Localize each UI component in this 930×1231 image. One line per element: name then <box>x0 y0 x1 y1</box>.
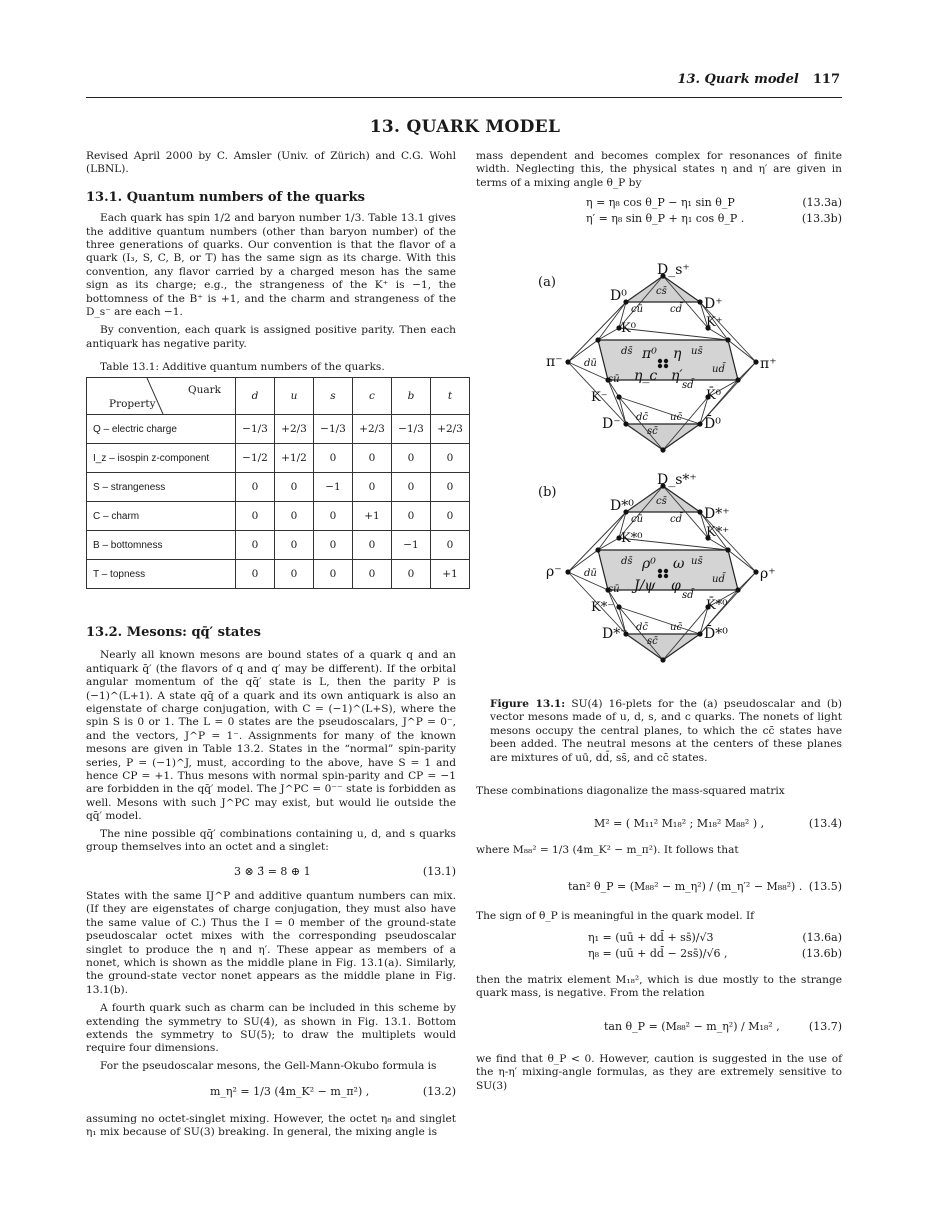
cell-bottomness-c: 0 <box>353 531 392 560</box>
cell-topness-t: +1 <box>431 560 470 589</box>
fig_a-quark-du: dū <box>584 358 597 369</box>
fig_a-center-label-3: η_c <box>634 368 658 384</box>
equation-13-6b-number: (13.6b) <box>801 946 842 960</box>
cell-strangeness-u: 0 <box>275 473 314 502</box>
cell-bottomness-s: 0 <box>314 531 353 560</box>
table-row-topness <box>87 560 470 589</box>
fig_b-label-mid-upper-right: K*⁺ <box>706 525 730 540</box>
fig_b-label-top: D_s*⁺ <box>657 472 697 488</box>
quark-header-b: b <box>392 378 431 415</box>
equation-13-2-body: m_η² = 1/3 (4m_K² − m_π²) , <box>210 1085 370 1099</box>
fig_b-node <box>697 631 702 636</box>
fig_a-quark-su: sū <box>608 374 620 385</box>
section-13-2-paragraph-1: Nearly all known mesons are bound states of a quark q and an antiquark q̄′ (the flavors of q and q′ may be different). If the orbital angular momentum of the qq̄′ state is L, then the parity P is (−1)^(L+1). A state qq̄ of a quark and its own antiquark is also an eigenstate of charge conjugation, with C = (−1)^(L+S), where the spin S is 0 or 1. The L = 0 states are the pseudoscalars, J^P = 0⁻, and the vectors, J^P = 1⁻. Assignments for many of the known mesons are given in Table 13.2. States in the “normal” spin-parity series, P = (−1)^J, must, according to the above, have S = 1 and hence CP = +1. Thus mesons with normal spin-parity and CP = −1 are forbidden in the qq̄′ model. The J^PC = 0⁻⁻ state is forbidden as well. Mesons with such J^PC may exist, but would lie outside the qq̄′ model. <box>86 649 456 823</box>
cell-charge-u: +2/3 <box>275 415 314 444</box>
fig_b-node <box>565 569 570 574</box>
table-row-bottomness <box>87 531 470 560</box>
fig_b-quark-du: dū <box>584 568 597 579</box>
section-13-1-paragraph-1: Each quark has spin 1/2 and baryon number 1/3. Table 13.1 gives the additive quantum numbers (other than baryon number) of the three generations of quarks. Our convention is that the flavor of a quark (I₃, S, C, B, or T) has the same sign as its charge. With this convention, any flavor carried by a charged meson has the same sign as its charge; e.g., the strangeness of the K⁺ is −1, the bottomness of the B⁺ is +1, and the charm and strangeness of the D_s⁻ are each −1. <box>86 212 456 319</box>
equation-13-3a-body: η = η₈ cos θ_P − η₁ sin θ_P <box>586 196 735 210</box>
equation-13-7 <box>476 1013 842 1041</box>
quark-header-s: s <box>314 378 353 415</box>
equation-13-6a-number: (13.6a) <box>802 931 842 945</box>
fig_b-node <box>660 657 665 662</box>
fig_a-node <box>725 337 730 342</box>
fig_a-quark-ds: ds̄ <box>621 346 633 357</box>
quark-header-c: c <box>353 378 392 415</box>
fig_b-node <box>735 587 740 592</box>
fig_b-quark-cs: cs̄ <box>656 496 667 507</box>
cell-charge-d: −1/3 <box>236 415 275 444</box>
equation-13-6b-body: η₈ = (uū + dd̄ − 2ss̄)/√6 , <box>588 946 728 960</box>
row-label: I_z – isospin z-component <box>87 444 236 473</box>
cell-isospin-c: 0 <box>353 444 392 473</box>
cell-isospin-t: 0 <box>431 444 470 473</box>
fig_a-edge <box>738 362 756 380</box>
fig_b-label-lower-right: D̄*⁰ <box>704 626 728 642</box>
cell-topness-b: 0 <box>392 560 431 589</box>
equation-13-2 <box>86 1085 456 1098</box>
left-column <box>86 150 456 375</box>
fig_a-lower-triangle <box>626 424 700 450</box>
equation-13-1-body: 3 ⊗ 3̄ = 8 ⊕ 1 <box>234 864 311 878</box>
fig_b-quark-sd: sd̄ <box>682 590 694 601</box>
cell-charm-b: 0 <box>392 502 431 531</box>
row-label: Q – electric charge <box>87 415 236 444</box>
fig_b-center-label-2: ω <box>673 556 685 572</box>
fig_b-quark-sc: sc̄ <box>647 636 658 647</box>
fig_a-quark-uc: uc̄ <box>670 412 683 423</box>
fig_a-node <box>595 337 600 342</box>
equation-13-3b <box>476 212 842 225</box>
chapter-title: 13. QUARK MODEL <box>369 117 561 137</box>
cell-strangeness-s: −1 <box>314 473 353 502</box>
cell-charm-c: +1 <box>353 502 392 531</box>
fig_b-lower-triangle <box>626 634 700 660</box>
table-row-strangeness <box>87 473 470 502</box>
fig_b-quark-su: sū <box>608 584 620 595</box>
section-13-2-paragraph-3: States with the same IJ^P and additive quantum numbers can mix. (If they are eigenstates of charge conjugation, they must also have the same value of C.) Thus the I = 0 member of the ground-state pseudoscalar octet mixes with the corresponding pseudoscalar singlet to produce the η and η′. These appear as members of a nonet, which is shown as the middle plane in Fig. 13.1(a). Similarly, the ground-state vector nonet appears as the middle plane in Fig. 13.1(b). <box>86 889 456 996</box>
cell-isospin-d: −1/2 <box>236 444 275 473</box>
fig_b-center-label-4: φ <box>671 578 681 594</box>
fig_a-node <box>660 447 665 452</box>
row-label: S – strangeness <box>87 473 236 502</box>
fig_a-center-label-1: π⁰ <box>642 346 657 362</box>
equation-13-6a <box>476 931 842 944</box>
cell-charm-d: 0 <box>236 502 275 531</box>
fig_b-label-mid-lower-left: K*⁻ <box>591 600 615 615</box>
figure-caption-text: SU(4) 16-plets for the (a) pseudoscalar and (b) vector mesons made of u, d, s, and c quarks. The nonets of light mesons occupy the central planes, to which the cc̄ states have been added. The neutral mesons at the centers of these planes are mixtures of uū, dd̄, ss̄, and cc̄ states. <box>490 698 842 764</box>
fig_b-center-label-3: J/ψ <box>634 578 656 594</box>
fig_a-node <box>697 421 702 426</box>
fig_b-edge <box>598 538 619 550</box>
fig_b-edge <box>619 607 700 634</box>
section-13-2-paragraph-6: assuming no octet-singlet mixing. However, the octet η₈ and singlet η₁ mix because of SU(3) breaking. In general, the mixing angle is <box>86 1112 456 1138</box>
equation-13-4-body: M² = ( M₁₁² M₁₈² ; M₁₈² M₈₈² ) , <box>594 816 765 830</box>
right-paragraph-6: we find that θ_P < 0. However, caution is suggested in the use of the η-η′ mixing-angle formulas, as they are extremely sensitive to SU(3) <box>476 1052 842 1092</box>
fig_b-center-dot <box>664 574 668 578</box>
table-13-1 <box>86 377 470 589</box>
fig_a-label-mid-upper-left: K⁰ <box>621 321 636 336</box>
right-column-bottom <box>476 698 842 1093</box>
cell-strangeness-d: 0 <box>236 473 275 502</box>
fig_b-label-upper-left: D*⁰ <box>610 498 634 514</box>
revision-note: Revised April 2000 by C. Amsler (Univ. of Zürich) and C.G. Wohl (LBNL). <box>86 150 456 176</box>
fig_a-edge <box>598 328 619 340</box>
quark-header-d: d <box>236 378 275 415</box>
cell-charge-s: −1/3 <box>314 415 353 444</box>
right-paragraph-4: The sign of θ_P is meaningful in the quark model. If <box>476 909 755 922</box>
panel-a-label: (a) <box>538 275 556 290</box>
table-row-charm <box>87 502 470 531</box>
fig_b-node <box>616 604 621 609</box>
fig_b-center-dot <box>658 574 662 578</box>
cell-topness-c: 0 <box>353 560 392 589</box>
fig_b-label-left: ρ⁻ <box>546 564 562 580</box>
right-column-top <box>476 150 842 225</box>
right-paragraph-2: These combinations diagonalize the mass-squared matrix <box>476 785 785 798</box>
cell-isospin-u: +1/2 <box>275 444 314 473</box>
equation-13-4-number: (13.4) <box>808 816 842 830</box>
section-13-2-heading: 13.2. Mesons: qq̄′ states <box>86 625 261 640</box>
figure-caption-label: Figure 13.1: <box>490 698 566 710</box>
section-13-2-paragraph-4: A fourth quark such as charm can be included in this scheme by extending the symmetry to SU(4), as shown in Fig. 13.1. Bottom extends the symmetry to SU(5); to draw the multiplets would require four dimensions. <box>86 1002 456 1055</box>
equation-13-6b <box>476 947 842 960</box>
equation-13-1-number: (13.1) <box>422 864 456 878</box>
equation-13-3a-number: (13.3a) <box>802 196 842 210</box>
fig_b-quark-us: us̄ <box>691 556 703 567</box>
fig_b-node <box>753 569 758 574</box>
fig_a-quark-sd: sd̄ <box>682 380 694 391</box>
equation-13-3a <box>476 196 842 209</box>
equation-13-3b-number: (13.3b) <box>801 211 842 225</box>
fig_b-node <box>595 547 600 552</box>
equation-13-2-number: (13.2) <box>422 1085 456 1099</box>
fig_b-node <box>697 509 702 514</box>
cell-isospin-s: 0 <box>314 444 353 473</box>
quark-table <box>86 377 470 589</box>
cell-charge-t: +2/3 <box>431 415 470 444</box>
fig_b-edge <box>738 572 756 590</box>
table-header-row <box>87 378 470 415</box>
fig_a-quark-cu: cū <box>631 304 644 315</box>
fig_a-quark-cd: cd̄ <box>670 304 683 315</box>
fig_b-label-upper-right: D*⁺ <box>704 506 730 522</box>
fig_b-quark-uc: uc̄ <box>670 622 683 633</box>
fig_b-center-dot <box>658 569 662 573</box>
fig_a-label-right: π⁺ <box>760 356 777 372</box>
fig_a-label-left: π⁻ <box>546 354 563 370</box>
fig_a-center-dot <box>658 364 662 368</box>
fig_a-label-lower-left: D⁻ <box>602 416 621 432</box>
fig_b-node <box>725 547 730 552</box>
fig_a-center-dot <box>658 359 662 363</box>
fig_a-label-lower-right: D̄⁰ <box>704 416 721 432</box>
equation-13-5-number: (13.5) <box>808 880 842 894</box>
fig_a-center-label-2: η <box>673 346 682 362</box>
fig_b-quark-cu: cū <box>631 514 644 525</box>
right-paragraph-5: then the matrix element M₁₈², which is due mostly to the strange quark mass, is negative. From the relation <box>476 974 842 1000</box>
fig_b-label-right: ρ⁺ <box>760 566 776 582</box>
fig_a-node <box>616 394 621 399</box>
fig_a-quark-us: us̄ <box>691 346 703 357</box>
fig_a-node <box>623 421 628 426</box>
cell-charm-t: 0 <box>431 502 470 531</box>
right-paragraph-3: where M₈₈² = 1/3 (4m_K² − m_π²). It follows that <box>476 844 739 857</box>
fig_b-center-dot <box>664 569 668 573</box>
section-13-2-paragraph-5: For the pseudoscalar mesons, the Gell-Mann-Okubo formula is <box>100 1059 437 1072</box>
fig_a-node <box>753 359 758 364</box>
equation-13-7-number: (13.7) <box>808 1020 842 1034</box>
cell-charge-b: −1/3 <box>392 415 431 444</box>
cell-bottomness-d: 0 <box>236 531 275 560</box>
fig_a-edge <box>619 397 700 424</box>
row-label: T – topness <box>87 560 236 589</box>
cell-bottomness-t: 0 <box>431 531 470 560</box>
row-label: C – charm <box>87 502 236 531</box>
section-13-2-paragraph-2: The nine possible qq̄′ combinations containing u, d, and s quarks group themselves into an octet and a singlet: <box>86 827 456 854</box>
cell-charm-u: 0 <box>275 502 314 531</box>
fig_b-quark-ds: ds̄ <box>621 556 633 567</box>
fig_a-label-top: D_s⁺ <box>657 262 690 278</box>
fig_a-label-mid-upper-right: K⁺ <box>706 315 723 330</box>
table-row-isospin <box>87 444 470 473</box>
cell-isospin-b: 0 <box>392 444 431 473</box>
fig_a-node <box>565 359 570 364</box>
fig_a-quark-sc: sc̄ <box>647 426 658 437</box>
cell-charm-s: 0 <box>314 502 353 531</box>
running-header <box>677 72 840 87</box>
left-column-2 <box>86 626 456 1139</box>
row-label: B – bottomness <box>87 531 236 560</box>
fig_a-center-label-4: η′ <box>671 368 683 384</box>
equation-13-1 <box>86 865 456 878</box>
table-caption: Table 13.1: Additive quantum numbers of the quarks. <box>100 361 385 374</box>
equation-13-3b-body: η′ = η₈ sin θ_P + η₁ cos θ_P . <box>586 211 745 225</box>
cell-bottomness-b: −1 <box>392 531 431 560</box>
fig_a-quark-ud: ud̄ <box>712 364 725 375</box>
cell-topness-s: 0 <box>314 560 353 589</box>
figure-13-1-svg <box>476 262 842 682</box>
cell-strangeness-t: 0 <box>431 473 470 502</box>
fig_a-label-mid-lower-right: K̄⁰ <box>706 388 721 403</box>
cell-topness-d: 0 <box>236 560 275 589</box>
header-rule <box>86 97 842 98</box>
fig_a-node <box>735 377 740 382</box>
figure-caption <box>476 698 842 765</box>
cell-strangeness-b: 0 <box>392 473 431 502</box>
table-corner-cell <box>87 378 236 415</box>
cell-charge-c: +2/3 <box>353 415 392 444</box>
fig_a-label-upper-left: D⁰ <box>610 288 627 304</box>
quark-header-u: u <box>275 378 314 415</box>
equation-13-4 <box>476 806 842 840</box>
corner-property-label: Property <box>109 398 156 410</box>
quark-header-t: t <box>431 378 470 415</box>
fig_b-quark-ud: ud̄ <box>712 574 725 585</box>
page-number: 117 <box>812 72 840 87</box>
fig_b-quark-dc: dc̄ <box>636 622 649 633</box>
table-row-charge <box>87 415 470 444</box>
fig_a-center-dot <box>664 364 668 368</box>
equation-13-5 <box>476 872 842 902</box>
corner-quark-label: Quark <box>187 384 221 396</box>
equation-13-6a-body: η₁ = (uū + dd̄ + ss̄)/√3 <box>588 931 714 945</box>
fig_a-center-dot <box>664 359 668 363</box>
fig_b-center-label-1: ρ⁰ <box>642 556 656 572</box>
fig_a-quark-cs: cs̄ <box>656 286 667 297</box>
running-header-section: 13. Quark model <box>677 72 799 87</box>
fig_a-label-upper-right: D⁺ <box>704 296 723 312</box>
cell-bottomness-u: 0 <box>275 531 314 560</box>
panel-b-label: (b) <box>538 485 557 500</box>
fig_b-label-lower-left: D*⁻ <box>602 626 628 642</box>
fig_b-quark-cd: cd̄ <box>670 514 683 525</box>
cell-strangeness-c: 0 <box>353 473 392 502</box>
fig_a-quark-dc: dc̄ <box>636 412 649 423</box>
equation-13-7-body: tan θ_P = (M₈₈² − m_η²) / M₁₈² , <box>604 1020 780 1034</box>
right-paragraph-1: mass dependent and becomes complex for resonances of finite width. Neglecting this, the physical states η and η′ are given in terms of a mixing angle θ_P by <box>476 150 842 189</box>
fig_b-label-mid-lower-right: K̄*⁰ <box>706 598 728 613</box>
figure-13-1 <box>476 262 842 682</box>
section-13-1-paragraph-2: By convention, each quark is assigned positive parity. Then each antiquark has negative parity. <box>86 324 456 350</box>
equation-13-5-body: tan² θ_P = (M₈₈² − m_η²) / (m_η′² − M₈₈²) . <box>568 880 803 894</box>
fig_a-node <box>697 299 702 304</box>
cell-topness-u: 0 <box>275 560 314 589</box>
section-13-1-heading: 13.1. Quantum numbers of the quarks <box>86 189 365 205</box>
fig_b-label-mid-upper-left: K*⁰ <box>621 531 643 546</box>
fig_a-label-mid-lower-left: K⁻ <box>591 390 608 405</box>
